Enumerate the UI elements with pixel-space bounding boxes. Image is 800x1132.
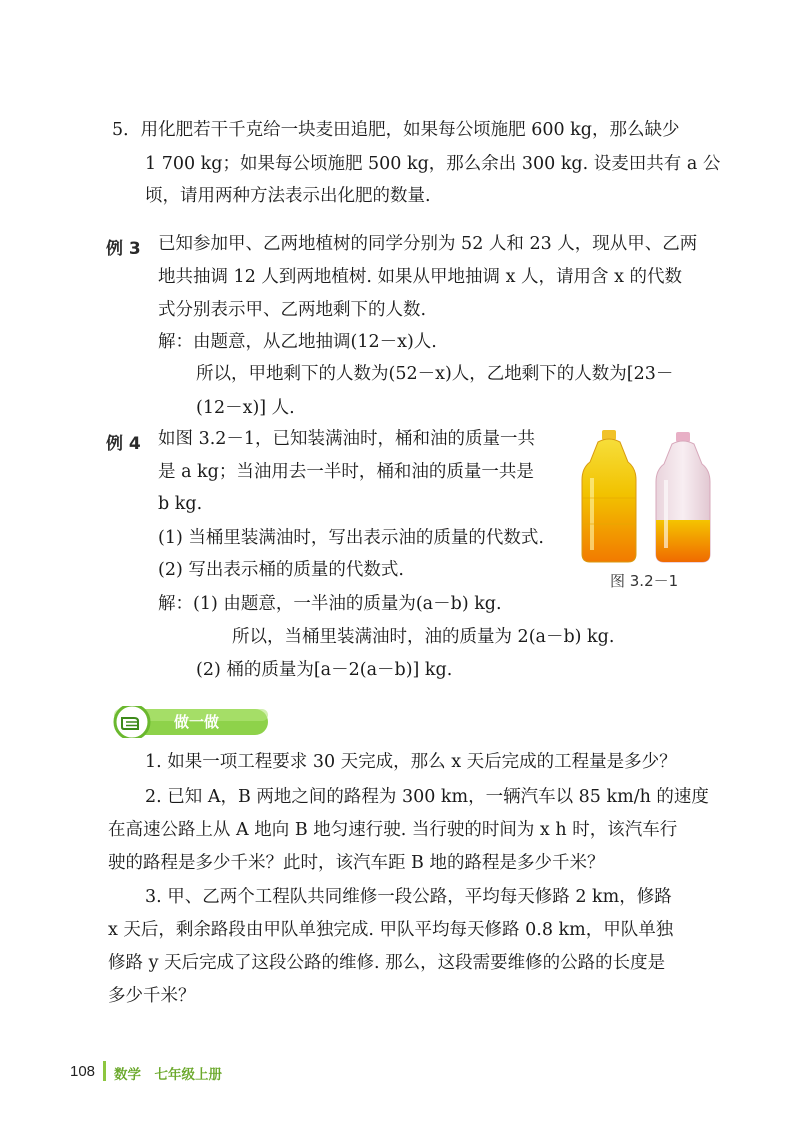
activity-problem3-line3: 修路 y 天后完成了这段公路的维修. 那么，这段需要维修的公路的长度是	[108, 953, 666, 973]
example4-solution2: 所以，当桶里装满油时，油的质量为 2(a－b) kg.	[232, 627, 615, 647]
problem5-line2: 1 700 kg；如果每公顷施肥 500 kg，那么余出 300 kg. 设麦田共有 a 公	[145, 154, 721, 174]
full-bottle	[582, 430, 636, 562]
example4-solution3: (2) 桶的质量为[a－2(a－b)] kg.	[196, 660, 453, 680]
example4-solution1: 解：(1) 由题意，一半油的质量为(a－b) kg.	[158, 594, 502, 614]
problem5-line1: 5．用化肥若干千克给一块麦田追肥，如果每公顷施肥 600 kg，那么缺少	[112, 120, 680, 140]
activity-badge-label: 做一做	[174, 713, 220, 731]
figure-caption: 图 3.2－1	[610, 572, 679, 590]
example3-solution2: 所以，甲地剩下的人数为(52－x)人，乙地剩下的人数为[23－	[196, 364, 674, 384]
activity-problem2-line1: 2. 已知 A，B 两地之间的路程为 300 km，一辆汽车以 85 km/h 的速度	[145, 787, 709, 807]
footer-divider	[103, 1061, 106, 1081]
example3-line1: 已知参加甲、乙两地植树的同学分别为 52 人和 23 人，现从甲、乙两	[158, 234, 698, 254]
page-number: 108	[70, 1063, 96, 1080]
example4-question2: (2) 写出表示桶的质量的代数式.	[158, 560, 404, 580]
example3-line2: 地共抽调 12 人到两地植树. 如果从甲地抽调 x 人，请用含 x 的代数	[158, 267, 683, 287]
example3-line3: 式分别表示甲、乙两地剩下的人数.	[158, 300, 427, 320]
activity-badge	[108, 706, 268, 738]
problem5-line3: 顷，请用两种方法表示出化肥的数量.	[145, 186, 431, 206]
oil-bottles-figure	[572, 428, 722, 568]
activity-problem1: 1. 如果一项工程要求 30 天完成，那么 x 天后完成的工程量是多少？	[145, 752, 677, 772]
example3-solution3: (12－x)] 人.	[196, 398, 295, 418]
example4-line1: 如图 3.2－1，已知装满油时，桶和油的质量一共	[158, 429, 536, 449]
example4-question1: (1) 当桶里装满油时，写出表示油的质量的代数式.	[158, 528, 544, 548]
activity-problem2-line3: 驶的路程是多少千米？此时，该汽车距 B 地的路程是多少千米？	[108, 853, 605, 873]
example4-label: 例 4	[106, 434, 141, 454]
activity-problem3-line2: x 天后，剩余路段由甲队单独完成. 甲队平均每天修路 0.8 km，甲队单独	[108, 920, 674, 940]
activity-problem3-line4: 多少千米？	[108, 986, 196, 1006]
example3-label: 例 3	[106, 239, 141, 259]
half-bottle	[656, 432, 710, 562]
activity-problem2-line2: 在高速公路上从 A 地向 B 地匀速行驶. 当行驶的时间为 x h 时，该汽车行	[108, 820, 678, 840]
activity-problem3-line1: 3. 甲、乙两个工程队共同维修一段公路，平均每天修路 2 km，修路	[145, 887, 672, 907]
example3-solution1: 解：由题意，从乙地抽调(12－x)人.	[158, 332, 437, 352]
book-title: 数学 七年级上册	[114, 1067, 222, 1083]
example4-line2: 是 a kg；当油用去一半时，桶和油的质量一共是	[158, 462, 534, 482]
example4-line3: b kg.	[158, 494, 203, 514]
